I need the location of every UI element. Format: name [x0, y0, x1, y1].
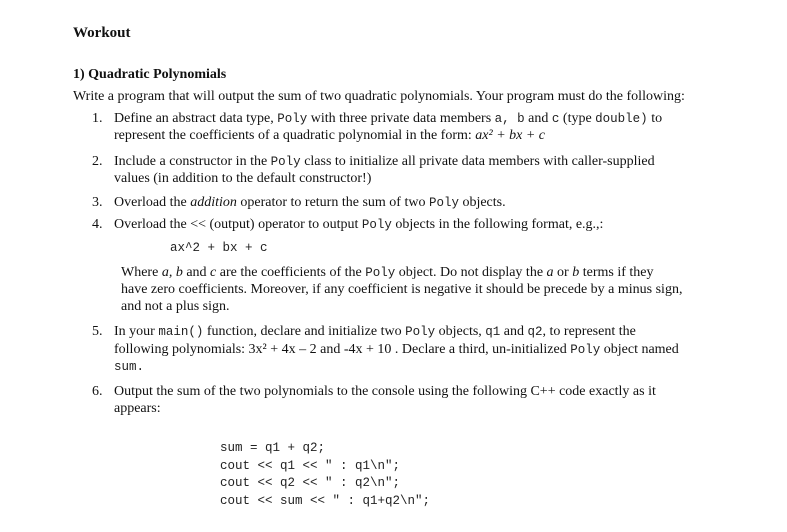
- list-number: 5.: [92, 324, 103, 339]
- intro-text: Write a program that will output the sum of two quadratic polynomials. Your program must do the following:: [73, 89, 685, 104]
- list-item-4: 4. Overload the << (output) operator to output Poly objects in the following format, e.g.,:: [92, 217, 604, 232]
- list-item-6-line-2: appears:: [114, 401, 161, 416]
- page-title: Workout: [73, 25, 131, 41]
- list-item-1-line-2: represent the coefficients of a quadratic polynomial in the form: ax² + bx + c: [114, 128, 546, 143]
- list-number: 4.: [92, 217, 103, 232]
- list-item-3: 3. Overload the addition operator to return the sum of two Poly objects.: [92, 195, 506, 210]
- list-item-2-line-2: values (in addition to the default constructor!): [114, 171, 372, 186]
- list-item-5-line-3: sum.: [114, 360, 145, 374]
- list-item-2-line-1: 2. Include a constructor in the Poly class to initialize all private data members with caller-supplied: [92, 154, 655, 169]
- list-item-1-line-1: 1. Define an abstract data type, Poly with three private data members a, b and c (type double) to: [92, 111, 663, 126]
- list-number: 1.: [92, 111, 103, 126]
- quadratic-formula: ax² + bx + c: [475, 128, 546, 143]
- code-line: cout << q2 << " : q2\n";: [220, 476, 401, 490]
- list-item-6-line-1: 6. Output the sum of the two polynomials to the console using the following C++ code exactly as it: [92, 384, 656, 399]
- code-block: [220, 440, 430, 510]
- list-number: 3.: [92, 195, 103, 210]
- list-item-5-line-2: following polynomials: 3x² + 4x – 2 and -4x + 10 . Declare a third, un-initialized Poly object named: [114, 342, 679, 357]
- item-4-paragraph-line-1: Where a, b and c are the coefficients of the Poly object. Do not display the a or b terms if they: [121, 265, 654, 280]
- list-item-5-line-1: 5. In your main() function, declare and initialize two Poly objects, q1 and q2, to represent the: [92, 324, 636, 339]
- list-number: 2.: [92, 154, 103, 169]
- item-4-paragraph-line-2: have zero coefficients. Moreover, if any coefficient is negative it should be precede by a minus sign,: [121, 282, 683, 297]
- code-line: cout << sum << " : q1+q2\n";: [220, 493, 431, 508]
- format-example: ax^2 + bx + c: [170, 241, 268, 255]
- code-line: cout << q1 << " : q1\n";: [220, 458, 401, 473]
- code-line: sum = q1 + q2;: [220, 441, 326, 455]
- item-4-paragraph-line-3: and not a plus sign.: [121, 299, 230, 314]
- section-title: 1) Quadratic Polynomials: [73, 67, 227, 82]
- list-number: 6.: [92, 384, 103, 399]
